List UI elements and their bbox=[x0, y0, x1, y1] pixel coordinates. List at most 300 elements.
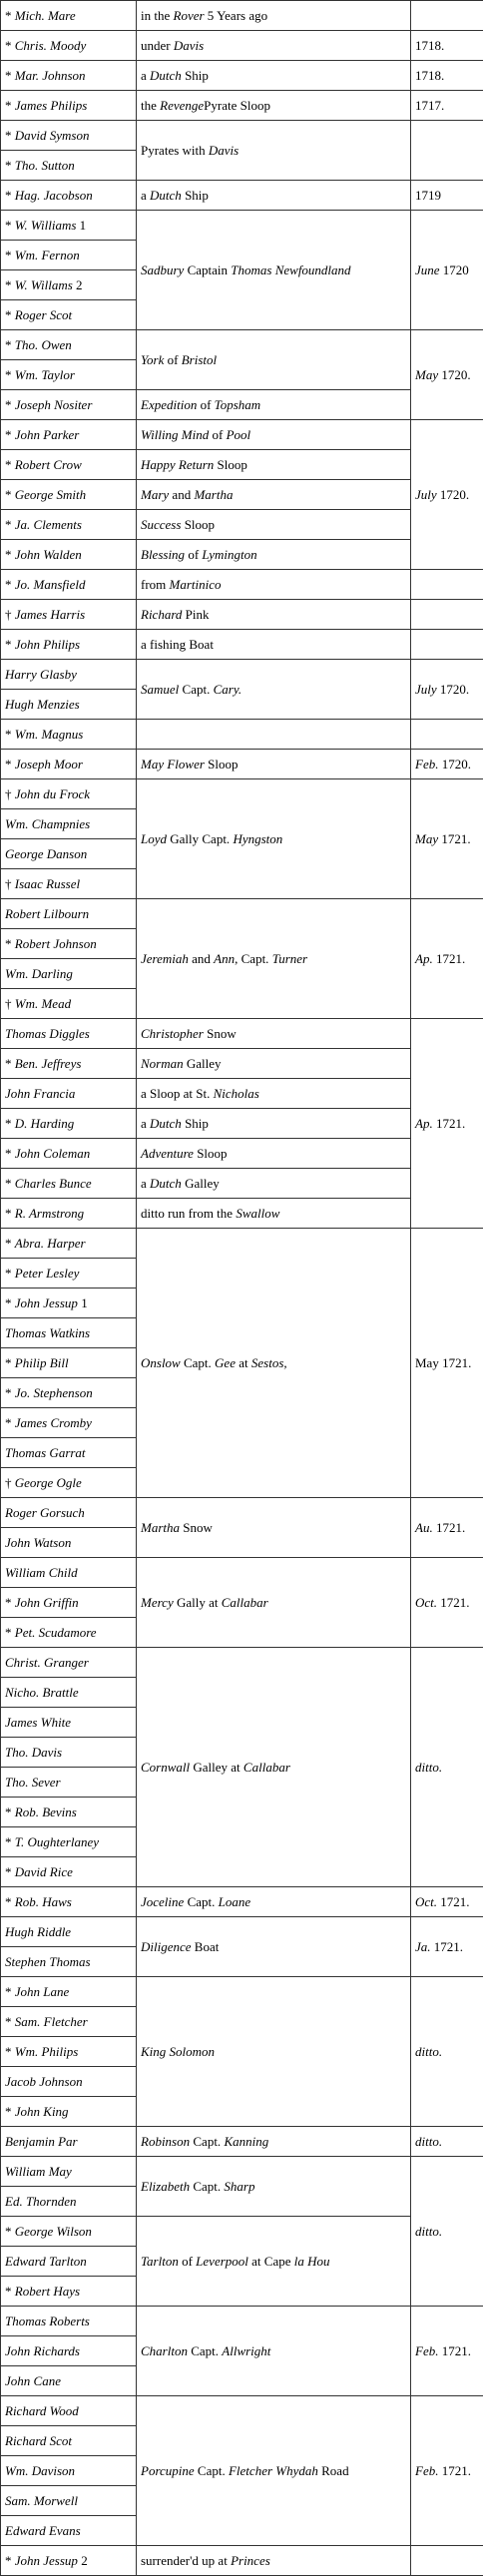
name-cell bbox=[1, 540, 137, 570]
ship-cell-text: Captain bbox=[184, 262, 232, 277]
crew-row bbox=[1, 31, 483, 61]
name-cell-text: * bbox=[5, 8, 15, 23]
name-cell-text: * bbox=[5, 2044, 15, 2059]
ship-cell-text: a bbox=[141, 188, 151, 203]
name-cell bbox=[1, 1768, 137, 1798]
ship-cell-text: Sloop bbox=[214, 457, 247, 472]
name-cell-text: * bbox=[5, 487, 15, 502]
ship-cell-text: under bbox=[141, 38, 174, 53]
name-cell bbox=[1, 750, 137, 779]
name-cell-text: John du Frock bbox=[14, 786, 91, 801]
name-cell bbox=[1, 1169, 137, 1199]
name-cell-text: W. Williams bbox=[14, 218, 77, 233]
ship-cell bbox=[137, 1109, 411, 1139]
ship-cell bbox=[137, 1648, 411, 1887]
name-cell bbox=[1, 1947, 137, 1977]
name-cell-text: † bbox=[5, 786, 15, 801]
ship-cell-text: Martha bbox=[141, 1520, 180, 1535]
name-cell bbox=[1, 809, 137, 839]
crew-row bbox=[1, 600, 483, 630]
name-cell bbox=[1, 1558, 137, 1588]
name-cell-text: Tho. Sutton bbox=[14, 158, 75, 173]
ship-cell-text: a fishing Boat bbox=[141, 637, 214, 652]
name-cell bbox=[1, 1, 137, 31]
date-cell bbox=[411, 1977, 483, 2127]
name-cell bbox=[1, 360, 137, 390]
name-cell bbox=[1, 1019, 137, 1049]
ship-cell-text: Princes bbox=[231, 2553, 270, 2568]
ship-cell-text: Onslow bbox=[141, 1355, 181, 1370]
date-cell-text: Oct. bbox=[415, 1894, 438, 1909]
date-cell bbox=[411, 2396, 483, 2546]
crew-row bbox=[1, 450, 483, 480]
date-cell-text: ditto. bbox=[415, 2044, 443, 2059]
name-cell-text: John Walden bbox=[14, 547, 82, 562]
date-cell-text: ditto. bbox=[415, 2134, 443, 2149]
date-cell-text: 1721. bbox=[437, 1595, 470, 1610]
ship-cell-text: in the bbox=[141, 8, 174, 23]
name-cell-text: 2 bbox=[77, 2553, 88, 2568]
date-cell bbox=[411, 1498, 483, 1558]
name-cell bbox=[1, 570, 137, 600]
ship-cell-text: Galley bbox=[181, 1176, 220, 1191]
date-cell-text: June bbox=[415, 262, 440, 277]
ship-cell-text: Allwright bbox=[222, 2343, 271, 2358]
ship-cell-text: Gally Capt. bbox=[167, 831, 234, 846]
date-cell bbox=[411, 2307, 483, 2396]
date-cell-text: 1720. bbox=[436, 487, 470, 502]
crew-row bbox=[1, 211, 483, 241]
name-cell-text: Rob. Bevins bbox=[14, 1804, 77, 1819]
ship-cell-text: Ship bbox=[181, 188, 209, 203]
name-cell-text: Edward Evans bbox=[5, 2523, 81, 2538]
ship-cell bbox=[137, 720, 411, 750]
name-cell bbox=[1, 241, 137, 270]
ship-cell-text: Snow bbox=[180, 1520, 213, 1535]
ship-cell bbox=[137, 420, 411, 450]
name-cell-text: Robert Johnson bbox=[14, 936, 97, 951]
crew-row bbox=[1, 1019, 483, 1049]
crew-row bbox=[1, 1079, 483, 1109]
crew-row bbox=[1, 420, 483, 450]
name-cell-text: * bbox=[5, 337, 15, 352]
name-cell-text: Charles Bunce bbox=[14, 1176, 92, 1191]
name-cell-text: Abra. Harper bbox=[14, 1236, 86, 1251]
name-cell bbox=[1, 779, 137, 809]
name-cell bbox=[1, 211, 137, 241]
date-cell bbox=[411, 2127, 483, 2157]
name-cell-text: Tho. Sever bbox=[5, 1775, 61, 1790]
ship-cell-text: Cornwall bbox=[141, 1760, 191, 1775]
date-cell-text: 1718. bbox=[415, 38, 445, 53]
name-cell bbox=[1, 2336, 137, 2366]
name-cell-text: Wm. Taylor bbox=[14, 367, 75, 382]
ship-cell-text: the bbox=[141, 98, 161, 113]
date-cell-text: 1721. bbox=[432, 951, 466, 966]
ship-cell-text: Bristol bbox=[181, 352, 218, 367]
name-cell bbox=[1, 390, 137, 420]
name-cell-text: Richard Wood bbox=[5, 2403, 79, 2418]
name-cell-text: * bbox=[5, 1146, 15, 1161]
date-cell bbox=[411, 600, 483, 630]
ship-cell-text: Mercy bbox=[141, 1595, 174, 1610]
ship-cell-text: Success bbox=[141, 517, 182, 532]
ship-cell-text: Capt. bbox=[194, 2463, 229, 2478]
name-cell bbox=[1, 929, 137, 959]
ship-cell bbox=[137, 570, 411, 600]
name-cell-text: * bbox=[5, 38, 15, 53]
date-cell-text: July bbox=[415, 487, 437, 502]
name-cell-text: Edward Tarlton bbox=[5, 2254, 87, 2269]
date-cell-text: 1720. bbox=[438, 757, 471, 772]
name-cell-text: Hag. Jacobson bbox=[14, 188, 93, 203]
name-cell bbox=[1, 2546, 137, 2576]
ship-cell-text: Christopher bbox=[141, 1026, 204, 1041]
name-cell-text: * bbox=[5, 757, 15, 772]
name-cell-text: * bbox=[5, 577, 15, 592]
name-cell-text: Joseph Moor bbox=[14, 757, 83, 772]
ship-cell-text: of bbox=[185, 547, 203, 562]
name-cell-text: * bbox=[5, 397, 15, 412]
ship-cell bbox=[137, 31, 411, 61]
ship-cell-text: la Hou bbox=[293, 2254, 330, 2269]
ship-cell-text: King Solomon bbox=[141, 2044, 216, 2059]
name-cell bbox=[1, 2516, 137, 2546]
ship-cell-text: Callabar bbox=[221, 1595, 268, 1610]
date-cell-text: Oct. bbox=[415, 1595, 438, 1610]
name-cell-text: Ben. Jeffreys bbox=[14, 1056, 82, 1071]
ship-cell-text: Elizabeth bbox=[141, 2179, 191, 2194]
name-cell-text: Mich. Mare bbox=[14, 8, 76, 23]
ship-cell-text: Pyrate Sloop bbox=[204, 98, 270, 113]
name-cell bbox=[1, 1109, 137, 1139]
name-cell-text: Sam. Fletcher bbox=[14, 2014, 88, 2029]
ship-cell-text: Pyrates with bbox=[141, 143, 209, 158]
ship-cell-text: surrender'd up at bbox=[141, 2553, 232, 2568]
name-cell-text: John Cane bbox=[5, 2373, 61, 2388]
name-cell-text: * bbox=[5, 1834, 15, 1849]
name-cell bbox=[1, 151, 137, 181]
name-cell bbox=[1, 420, 137, 450]
name-cell-text: John Watson bbox=[5, 1535, 72, 1550]
ship-cell-text: of bbox=[178, 2254, 197, 2269]
name-cell bbox=[1, 630, 137, 660]
date-cell-text: May 1721. bbox=[415, 1355, 472, 1370]
ship-cell bbox=[137, 1169, 411, 1199]
ship-cell-text: Capt. bbox=[184, 1894, 219, 1909]
ship-cell-text: Dutch bbox=[150, 1116, 182, 1131]
name-cell-text: * bbox=[5, 1206, 15, 1221]
ship-cell bbox=[137, 1887, 411, 1917]
name-cell-text: John Coleman bbox=[14, 1146, 91, 1161]
name-cell-text: 1 bbox=[76, 218, 87, 233]
name-cell bbox=[1, 1498, 137, 1528]
ship-cell-text: Sadbury bbox=[141, 262, 185, 277]
name-cell bbox=[1, 450, 137, 480]
ship-cell-text: Blessing bbox=[141, 547, 186, 562]
date-cell bbox=[411, 330, 483, 420]
ship-cell-text: Snow bbox=[203, 1026, 237, 1041]
name-cell bbox=[1, 660, 137, 690]
ship-cell-text: ditto run from the bbox=[141, 1206, 237, 1221]
date-cell-text: Feb. bbox=[415, 2343, 439, 2358]
name-cell-text: Wm. Darling bbox=[5, 966, 73, 981]
ship-cell bbox=[137, 1049, 411, 1079]
name-cell-text: John King bbox=[14, 2104, 69, 2119]
crew-row bbox=[1, 2396, 483, 2426]
date-cell bbox=[411, 91, 483, 121]
name-cell-text: Wm. Fernon bbox=[14, 248, 80, 262]
date-cell bbox=[411, 570, 483, 600]
name-cell-text: Ja. Clements bbox=[14, 517, 82, 532]
name-cell bbox=[1, 480, 137, 510]
name-cell bbox=[1, 1708, 137, 1738]
name-cell bbox=[1, 989, 137, 1019]
ship-cell bbox=[137, 2546, 411, 2576]
ship-cell bbox=[137, 899, 411, 1019]
date-cell-text: Ap. bbox=[415, 951, 433, 966]
name-cell-text: Hugh Menzies bbox=[5, 697, 80, 712]
date-cell-text: 1721. bbox=[432, 1116, 466, 1131]
ship-cell-text: Callabar bbox=[242, 1760, 290, 1775]
crew-row bbox=[1, 899, 483, 929]
name-cell-text: James White bbox=[5, 1715, 72, 1730]
ship-cell-text: Capt. bbox=[190, 2134, 225, 2149]
name-cell-text: Robert Hays bbox=[14, 2284, 81, 2299]
date-cell-text: 1721. bbox=[438, 2343, 471, 2358]
name-cell-text: Tho. Owen bbox=[14, 337, 72, 352]
crew-row bbox=[1, 660, 483, 690]
name-cell bbox=[1, 61, 137, 91]
ship-cell-text: Boat bbox=[191, 1939, 220, 1954]
crew-row bbox=[1, 330, 483, 360]
name-cell bbox=[1, 2456, 137, 2486]
ship-cell-text: a Sloop at St. bbox=[141, 1086, 214, 1101]
date-cell bbox=[411, 1917, 483, 1977]
name-cell bbox=[1, 2426, 137, 2456]
name-cell-text: * bbox=[5, 1595, 15, 1610]
name-cell bbox=[1, 2217, 137, 2247]
name-cell-text: John Parker bbox=[14, 427, 80, 442]
ship-cell bbox=[137, 211, 411, 330]
ship-cell-text: Gee bbox=[215, 1355, 236, 1370]
name-cell-text: * bbox=[5, 2284, 15, 2299]
crew-row bbox=[1, 1887, 483, 1917]
crew-row bbox=[1, 510, 483, 540]
crew-row bbox=[1, 1199, 483, 1229]
crew-row bbox=[1, 630, 483, 660]
ship-cell bbox=[137, 91, 411, 121]
name-cell-text: * bbox=[5, 1415, 15, 1430]
ship-cell-text: Galley bbox=[183, 1056, 222, 1071]
name-cell bbox=[1, 1468, 137, 1498]
date-cell-text: ditto. bbox=[415, 1760, 443, 1775]
name-cell-text: George Danson bbox=[5, 846, 88, 861]
crew-row bbox=[1, 1229, 483, 1259]
crew-row bbox=[1, 540, 483, 570]
name-cell bbox=[1, 1229, 137, 1259]
name-cell-text: Wm. Philips bbox=[14, 2044, 79, 2059]
name-cell-text: * bbox=[5, 2014, 15, 2029]
ship-cell bbox=[137, 1917, 411, 1977]
ship-cell-text: Capt. bbox=[190, 2179, 225, 2194]
name-cell-text: * bbox=[5, 277, 15, 292]
name-cell-text: Jacob Johnson bbox=[5, 2074, 83, 2089]
ship-cell-text: Davis bbox=[208, 143, 240, 158]
name-cell bbox=[1, 1917, 137, 1947]
name-cell bbox=[1, 1618, 137, 1648]
ship-cell-text: Pink bbox=[182, 607, 210, 622]
ship-cell-text: Thomas Newfoundland bbox=[231, 262, 351, 277]
ship-cell-text: Richard bbox=[141, 607, 183, 622]
name-cell-text: W. Willams bbox=[14, 277, 73, 292]
name-cell bbox=[1, 2247, 137, 2277]
date-cell-text: 1721. bbox=[438, 2463, 471, 2478]
ship-cell bbox=[137, 600, 411, 630]
ship-cell-text: Leverpool bbox=[196, 2254, 248, 2269]
ship-cell-text: Rover bbox=[173, 8, 205, 23]
name-cell-text: Ed. Thornden bbox=[5, 2194, 77, 2209]
name-cell-text: * bbox=[5, 2104, 15, 2119]
name-cell bbox=[1, 1528, 137, 1558]
name-cell-text: * bbox=[5, 1804, 15, 1819]
crew-row bbox=[1, 1917, 483, 1947]
ship-cell bbox=[137, 1079, 411, 1109]
name-cell bbox=[1, 2097, 137, 2127]
name-cell-text: * bbox=[5, 68, 15, 83]
name-cell bbox=[1, 869, 137, 899]
ship-cell-text: Ann bbox=[214, 951, 236, 966]
name-cell-text: James Cromby bbox=[14, 1415, 92, 1430]
ship-cell-text: and bbox=[169, 487, 195, 502]
ship-cell bbox=[137, 540, 411, 570]
ship-cell-text: Capt. bbox=[187, 2343, 223, 2358]
date-cell-text: 1717. bbox=[415, 98, 445, 113]
ship-cell-text: Joceline bbox=[141, 1894, 185, 1909]
date-cell-text: 1720 bbox=[439, 262, 469, 277]
name-cell bbox=[1, 1049, 137, 1079]
date-cell bbox=[411, 1558, 483, 1648]
name-cell-text: Chris. Moody bbox=[14, 38, 87, 53]
ship-cell-text: of bbox=[164, 352, 182, 367]
ship-cell-text: of bbox=[209, 427, 227, 442]
crew-row bbox=[1, 1498, 483, 1528]
name-cell-text: * bbox=[5, 637, 15, 652]
name-cell-text: Jo. Mansfield bbox=[14, 577, 86, 592]
name-cell-text: * bbox=[5, 2224, 15, 2239]
date-cell bbox=[411, 31, 483, 61]
date-cell-text: 1720. bbox=[436, 682, 470, 697]
crew-row bbox=[1, 2157, 483, 2187]
name-cell-text: * bbox=[5, 517, 15, 532]
ship-cell-text: May Flower bbox=[141, 757, 205, 772]
ship-cell-text: Davis bbox=[173, 38, 205, 53]
name-cell-text: John Jessup bbox=[14, 2553, 78, 2568]
ship-cell-text: a bbox=[141, 68, 151, 83]
name-cell-text: David Rice bbox=[14, 1864, 73, 1879]
crew-row bbox=[1, 181, 483, 211]
ship-cell-text: Ship bbox=[181, 1116, 209, 1131]
name-cell-text: * bbox=[5, 547, 15, 562]
date-cell bbox=[411, 899, 483, 1019]
name-cell-text: * bbox=[5, 1385, 15, 1400]
date-cell bbox=[411, 121, 483, 181]
name-cell-text: * bbox=[5, 1894, 15, 1909]
name-cell bbox=[1, 1738, 137, 1768]
date-cell bbox=[411, 1019, 483, 1229]
ship-cell-text: Diligence bbox=[141, 1939, 192, 1954]
name-cell bbox=[1, 899, 137, 929]
ship-cell bbox=[137, 330, 411, 390]
ship-cell-text: Charlton bbox=[141, 2343, 188, 2358]
date-cell-text: ditto. bbox=[415, 2224, 443, 2239]
name-cell-text: Nicho. Brattle bbox=[5, 1685, 79, 1700]
date-cell-text: 1721. bbox=[437, 1894, 470, 1909]
ship-cell-text: Dutch bbox=[150, 1176, 182, 1191]
ship-cell bbox=[137, 61, 411, 91]
name-cell bbox=[1, 1438, 137, 1468]
name-cell bbox=[1, 270, 137, 300]
crew-row bbox=[1, 61, 483, 91]
name-cell-text: Richard Scot bbox=[5, 2433, 73, 2448]
name-cell-text: * bbox=[5, 248, 15, 262]
ship-cell-text: Pool bbox=[226, 427, 251, 442]
name-cell bbox=[1, 600, 137, 630]
name-cell-text: John Philips bbox=[14, 637, 81, 652]
name-cell-text: Robert Crow bbox=[14, 457, 82, 472]
ship-cell-text: Ship bbox=[181, 68, 209, 83]
name-cell-text: John Francia bbox=[5, 1086, 76, 1101]
date-cell bbox=[411, 1648, 483, 1887]
ship-cell bbox=[137, 121, 411, 181]
name-cell bbox=[1, 959, 137, 989]
ship-cell bbox=[137, 779, 411, 899]
ship-cell-text: Capt. bbox=[180, 1355, 216, 1370]
crew-row bbox=[1, 1139, 483, 1169]
ship-cell bbox=[137, 450, 411, 480]
ship-cell bbox=[137, 2217, 411, 2307]
crew-row bbox=[1, 1648, 483, 1678]
ship-cell-text: Gally at bbox=[173, 1595, 222, 1610]
ship-cell bbox=[137, 1019, 411, 1049]
date-cell-text: Au. bbox=[415, 1520, 433, 1535]
date-cell bbox=[411, 660, 483, 720]
date-cell-text: 1721. bbox=[430, 1939, 464, 1954]
name-cell bbox=[1, 121, 137, 151]
name-cell bbox=[1, 1798, 137, 1827]
ship-cell bbox=[137, 1139, 411, 1169]
name-cell-text: Joseph Nositer bbox=[14, 397, 93, 412]
name-cell-text: Hugh Riddle bbox=[5, 1924, 72, 1939]
ship-cell-text: Revenge bbox=[160, 98, 205, 113]
ship-cell-text: Mary bbox=[141, 487, 170, 502]
name-cell bbox=[1, 330, 137, 360]
name-cell-text: Tho. Davis bbox=[5, 1745, 63, 1760]
name-cell bbox=[1, 1977, 137, 2007]
ship-cell-text: , Capt. bbox=[235, 951, 272, 966]
name-cell bbox=[1, 510, 137, 540]
ship-cell bbox=[137, 750, 411, 779]
ship-cell-text: Swallow bbox=[236, 1206, 280, 1221]
ship-cell-text: Samuel bbox=[141, 682, 180, 697]
ship-cell-text: Nicholas bbox=[213, 1086, 259, 1101]
name-cell bbox=[1, 2396, 137, 2426]
name-cell-text: * bbox=[5, 1116, 15, 1131]
name-cell bbox=[1, 91, 137, 121]
ship-cell bbox=[137, 181, 411, 211]
ship-cell-text: 5 Years ago bbox=[204, 8, 268, 23]
name-cell-text: † bbox=[5, 607, 15, 622]
